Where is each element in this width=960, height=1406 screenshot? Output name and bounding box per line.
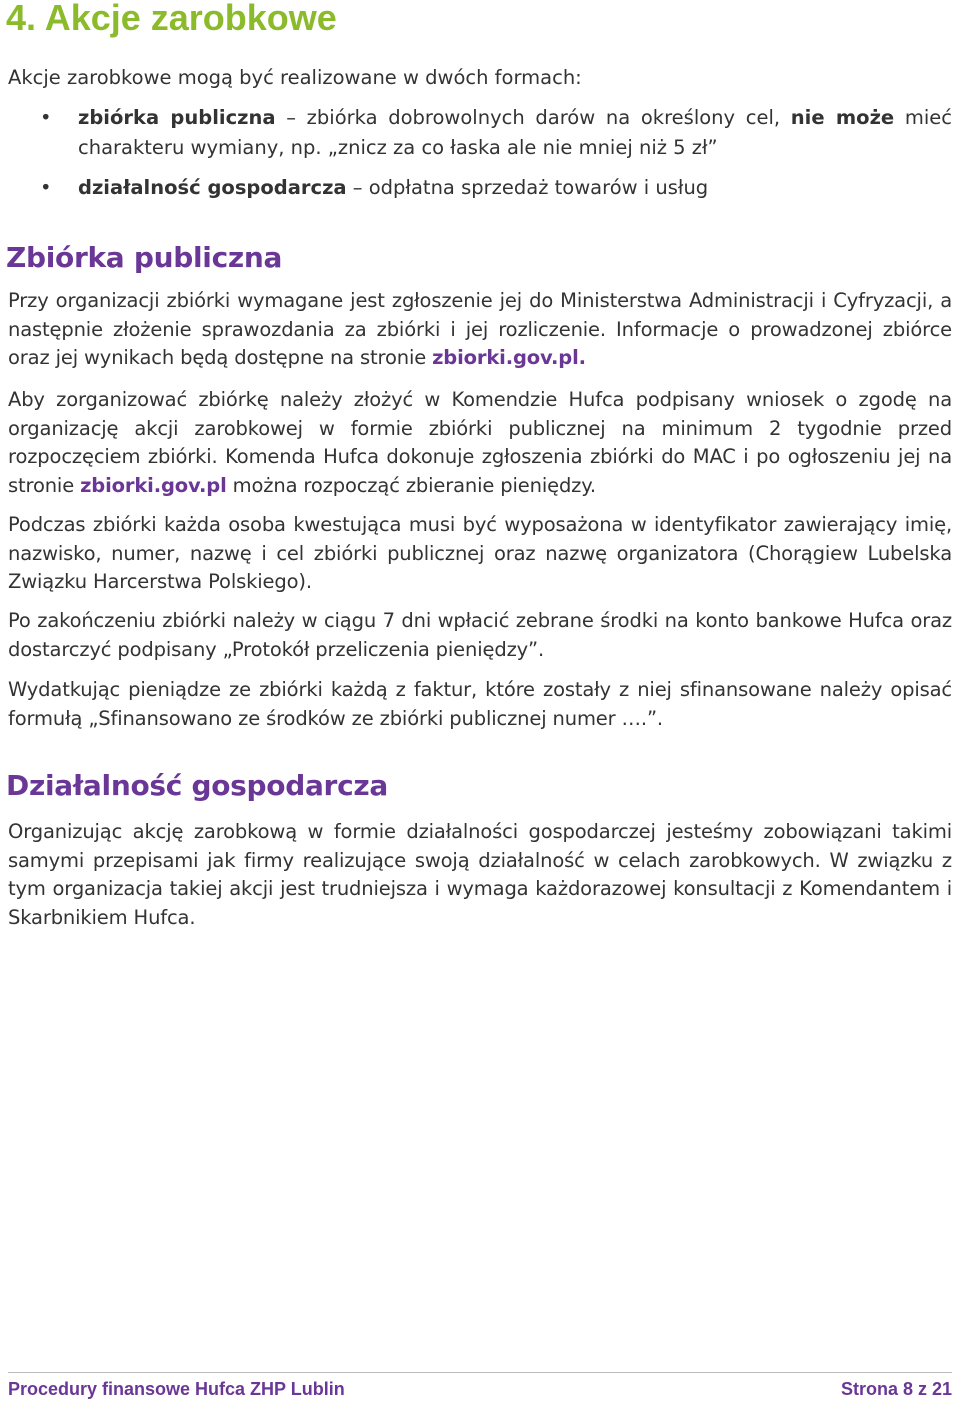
paragraph: Organizując akcję zarobkową w formie działalności gospodarczej jesteśmy zobowiązani takimi samymi przepisami jak firmy realizujące swoją działalność w celach zarobkowych. W związku z tym organizacja takiej akcji jest trudniejsza i wymaga każdorazowej konsultacji z Komendantem i Skarbnikiem Hufca. bbox=[8, 820, 952, 929]
form-desc: odpłatna sprzedaż towarów i usług bbox=[368, 176, 709, 199]
bullet-icon: • bbox=[40, 176, 52, 199]
footer-divider bbox=[8, 1372, 952, 1373]
paragraph: Wydatkując pieniądze ze zbiórki każdą z faktur, które zostały z niej sfinansowane należy opisać formułą „Sfinansowano ze środków ze zbiórki publicznej numer ….”. bbox=[8, 678, 952, 730]
paragraph bbox=[8, 386, 952, 500]
form-desc: zbiórka dobrowolnych darów na określony cel, bbox=[306, 106, 791, 129]
intro-text: Akcje zarobkowe mogą być realizowane w dwóch formach: bbox=[8, 66, 582, 89]
form-term: działalność gospodarcza bbox=[78, 176, 347, 199]
paragraph-text: Przy organizacji zbiórki wymagane jest zgłoszenie jej do Ministerstwa Administracji i Cyfryzacji, a następnie złożenie sprawozdania za zbiórki i jej rozliczenie. Informacje o prowadzonej zbiórce oraz jej wynikach będą dostępne na stronie bbox=[8, 289, 952, 369]
form-bold-tail: nie może bbox=[790, 106, 895, 129]
form-term: zbiórka publiczna bbox=[78, 106, 276, 129]
page-number: Strona 8 z 21 bbox=[840, 1379, 952, 1399]
page-heading: 4. Akcje zarobkowe bbox=[6, 0, 337, 38]
footer-title: Procedury finansowe Hufca ZHP Lublin bbox=[8, 1379, 345, 1399]
section-title-zbiorka: Zbiórka publiczna bbox=[6, 241, 283, 274]
paragraph bbox=[8, 287, 952, 373]
list-item bbox=[8, 173, 952, 203]
forms-list bbox=[8, 103, 952, 213]
zbiorki-link[interactable]: zbiorki.gov.pl. bbox=[432, 346, 586, 369]
paragraph-text-tail: można rozpocząć zbieranie pieniędzy. bbox=[226, 473, 596, 497]
paragraph-text: Aby zorganizować zbiórkę należy złożyć w Komendzie Hufca podpisany wniosek o zgodę na organizację akcji zarobkowej w formie zbiórki publicznej na minimum 2 tygodnie przed rozpoczęciem zbiórki. Komenda Hufca dokonuje zgłoszenia zbiórki do MAC i po ogłoszeniu jej na stronie bbox=[8, 388, 952, 497]
paragraph: Podczas zbiórki każda osoba kwestująca musi być wyposażona w identyfikator zawierający imię, nazwisko, numer, nazwę i cel zbiórki publicznej oraz nazwę organizatora (Chorągiew Lubelska Związku Harcerstwa Polskiego). bbox=[8, 513, 952, 593]
form-desc-continued: mieć charakteru wymiany, np. „znicz za co łaska ale nie mniej niż 5 zł” bbox=[78, 106, 952, 159]
paragraph: Po zakończeniu zbiórki należy w ciągu 7 dni wpłacić zebrane środki na konto bankowe Hufca oraz dostarczyć podpisany „Protokół przeliczenia pieniędzy”. bbox=[8, 609, 952, 661]
form-dash: – bbox=[346, 176, 369, 199]
zbiorki-link[interactable]: zbiorki.gov.pl bbox=[80, 473, 227, 497]
section-title-dzialalnosc: Działalność gospodarcza bbox=[6, 769, 388, 802]
document-page bbox=[8, 0, 952, 1406]
form-dash: – bbox=[275, 106, 307, 129]
bullet-icon: • bbox=[40, 106, 52, 129]
list-item bbox=[8, 103, 952, 163]
